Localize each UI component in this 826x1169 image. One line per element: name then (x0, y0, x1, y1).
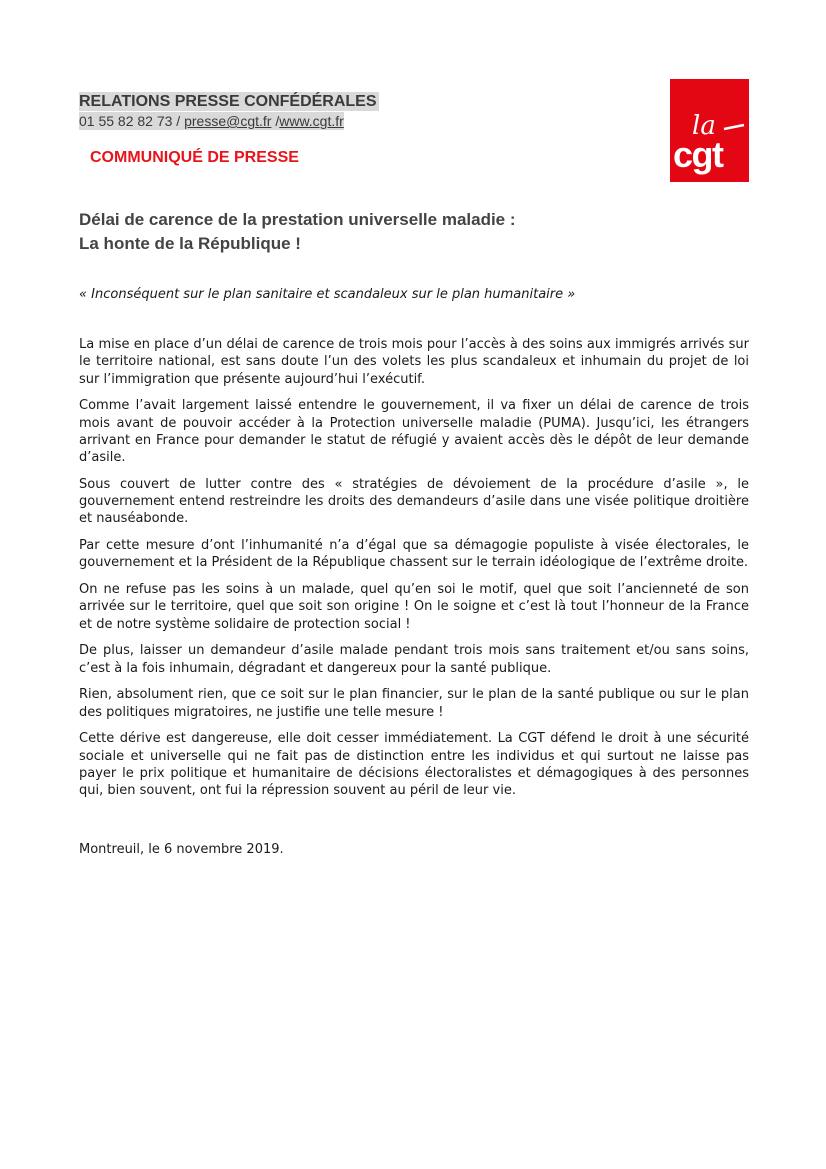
body-text (79, 336, 749, 809)
email-link[interactable]: presse@cgt.fr (184, 113, 272, 129)
body-paragraph: Cette dérive est dangereuse, elle doit cesser immédiatement. La CGT défend le droit à une sécurité sociale et universelle qui ne fait pas de distinction entre les individus et qui surtout ne laisse pas payer le prix politique et humanitaire de décisions électoralistes et démagogiques à des personnes qui, bien souvent, ont fui la répression souvent au péril de leur vie. (79, 731, 749, 799)
body-paragraph: La mise en place d’un délai de carence de trois mois pour l’accès à des soins aux immigrés arrivés sur le territoire national, est sans doute l’un des volets les plus scandaleux et inhumain du projet de loi sur l’immigration que présente aujourd’hui l’exécutif. (79, 337, 749, 387)
title-line-1: Délai de carence de la prestation universelle maladie : (79, 210, 516, 229)
body-paragraph: Sous couvert de lutter contre des « stratégies de dévoiement de la procédure d’asile », le gouvernement entend restreindre les droits des demandeurs d’asile dans une visée politique droitière et nauséabonde. (79, 476, 749, 527)
phone-number: 01 55 82 82 73 / (79, 113, 185, 129)
communique-label: COMMUNIQUÉ DE PRESSE (90, 149, 299, 166)
place-and-date: Montreuil, le 6 novembre 2019. (79, 842, 284, 857)
headline-quote: « Inconséquent sur le plan sanitaire et scandaleux sur le plan humanitaire » (79, 287, 576, 302)
cgt-logo-graphic (670, 79, 749, 182)
title-line-2: La honte de la République ! (79, 234, 301, 253)
body-paragraph: Rien, absolument rien, que ce soit sur le plan financier, sur le plan de la santé publique ou sur le plan des politiques migratoires, ne justifie une telle mesure ! (79, 687, 749, 720)
logo-la-text: la (692, 111, 716, 141)
body-paragraph: Comme l’avait largement laissé entendre le gouvernement, il va fixer un délai de carence de trois mois avant de pouvoir accéder à la Protection universelle maladie (PUMA). Jusqu’ici, les étrangers arrivant en France pour demander le statut de réfugié y avaient accès dès le dépôt de leur demande d’asile. (79, 398, 749, 466)
body-paragraph: De plus, laisser un demandeur d’asile malade pendant trois mois sans traitement et/ou sans soins, c’est à la fois inhumain, dégradant et dangereux pour la santé publique. (79, 643, 749, 676)
cgt-logo (670, 79, 749, 182)
body-paragraph: Par cette mesure d’ont l’inhumanité n’a d’égal que sa démagogie populiste à visée électorales, le gouvernement et la Président de la République chassent sur le terrain idéologique de l’extrême droite. (79, 538, 749, 571)
contact-line (79, 112, 344, 130)
press-relations-heading: RELATIONS PRESSE CONFÉDÉRALES (79, 93, 377, 110)
website-link[interactable]: www.cgt.fr (279, 113, 344, 129)
body-paragraph: On ne refuse pas les soins à un malade, quel qu’en soi le motif, quel que soit l’ancienneté de son arrivée sur le territoire, quel que soit son origine ! On le soigne et c’est là tout l’honneur de la France et de notre système solidaire de protection social ! (79, 582, 749, 632)
logo-cgt-text: cgt (673, 134, 723, 175)
contact-separator: / (271, 113, 280, 129)
press-contact-block (79, 92, 379, 131)
press-release-title (79, 208, 639, 256)
